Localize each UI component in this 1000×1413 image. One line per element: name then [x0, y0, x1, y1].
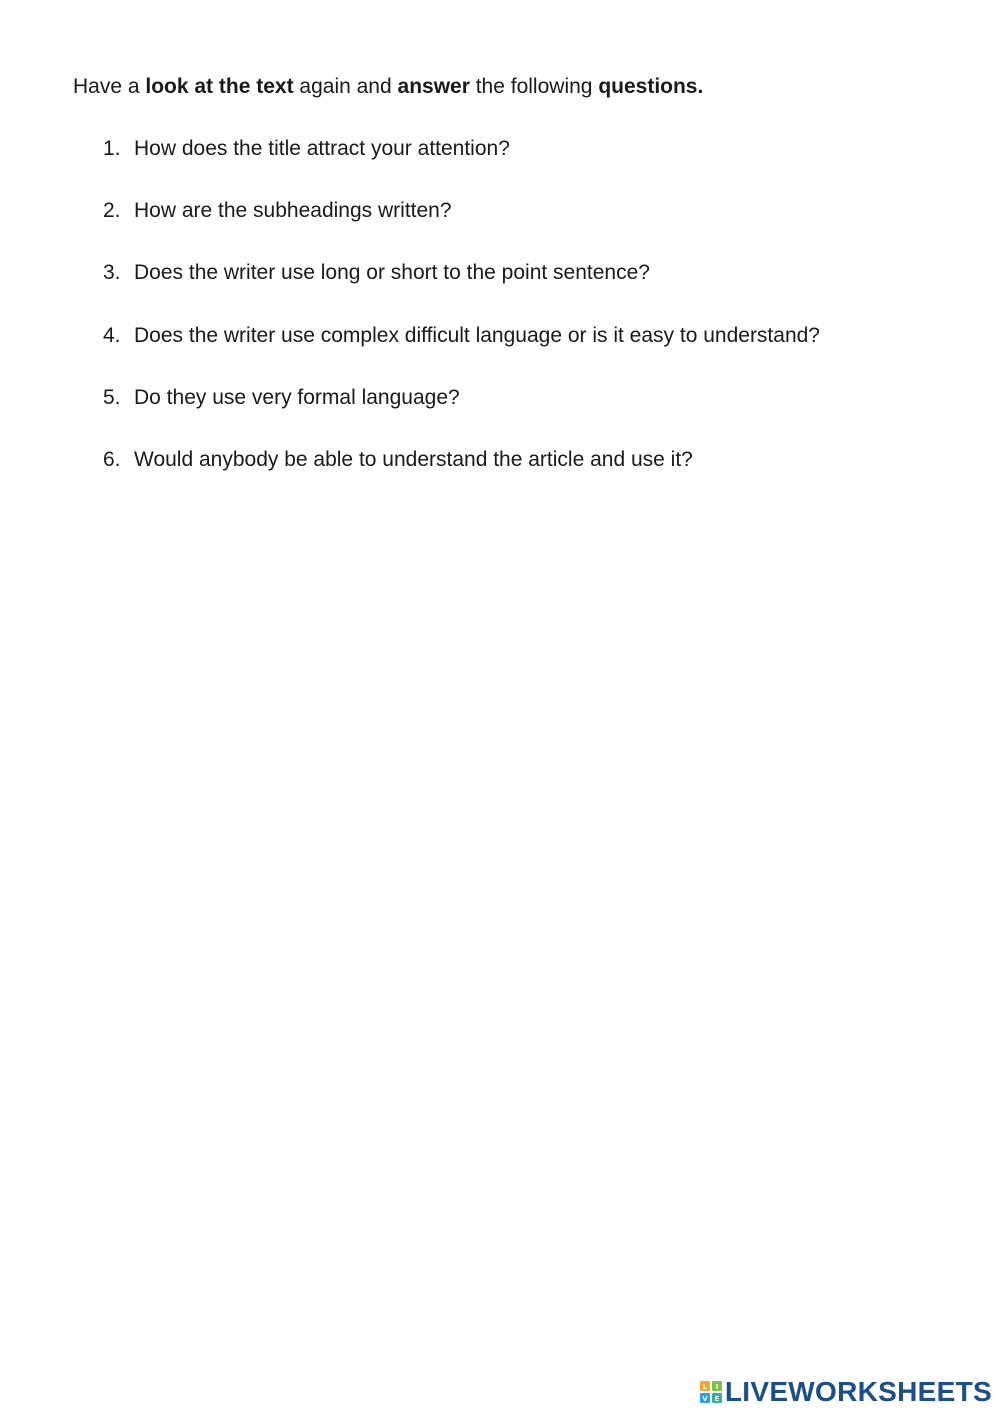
instruction-part-5: the following	[469, 75, 599, 98]
question-number: 3.	[103, 261, 121, 285]
instruction-bold-answer: answer	[397, 75, 470, 98]
svg-text:L: L	[702, 1383, 708, 1391]
liveworksheets-logo-icon	[700, 1381, 722, 1403]
svg-text:I: I	[715, 1383, 719, 1391]
question-text: How does the title attract your attention?	[134, 137, 510, 160]
question-text: Would anybody be able to understand the article and use it?	[134, 447, 693, 471]
question-text: Does the writer use complex difficult language or is it easy to understand?	[134, 323, 820, 347]
question-number: 4.	[103, 323, 121, 347]
instruction-bold-questions: questions.	[598, 75, 704, 98]
question-number: 1.	[103, 137, 121, 160]
question-text: How are the subheadings written?	[134, 199, 452, 223]
liveworksheets-watermark[interactable]	[700, 1377, 992, 1407]
instruction-part-1: Have a	[73, 75, 146, 98]
liveworksheets-brand-name: LIVEWORKSHEETS	[724, 1376, 992, 1407]
question-number: 2.	[103, 199, 121, 223]
question-text: Do they use very formal language?	[134, 385, 460, 409]
instruction-bold-look-at-text: look at the text	[145, 75, 294, 98]
question-text: Does the writer use long or short to the point sentence?	[134, 261, 650, 285]
svg-text:E: E	[714, 1395, 720, 1403]
instruction-text	[73, 74, 703, 100]
question-number: 6.	[103, 447, 121, 471]
question-number: 5.	[103, 385, 121, 409]
svg-text:V: V	[702, 1395, 708, 1403]
instruction-part-3: again and	[293, 75, 398, 98]
